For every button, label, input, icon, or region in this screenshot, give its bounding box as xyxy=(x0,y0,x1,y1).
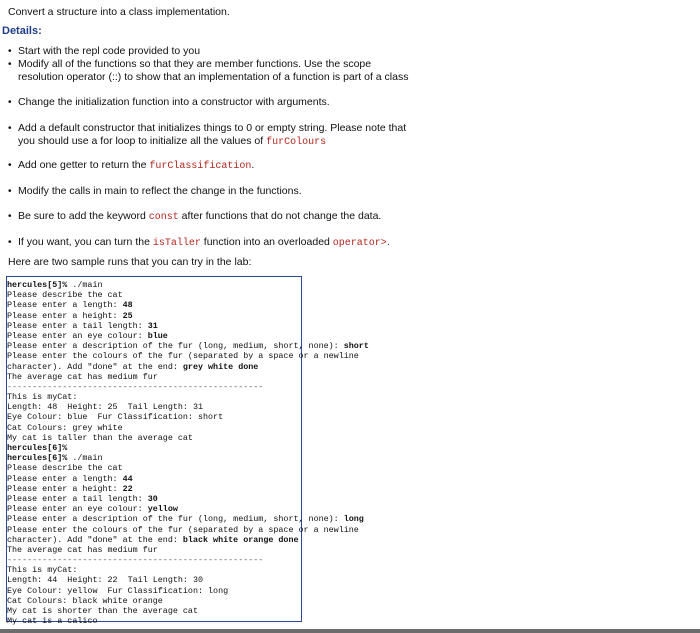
bullet-text-part: after functions that do not change the data. xyxy=(178,210,382,222)
terminal-output-text: Please enter a length: xyxy=(7,300,123,311)
terminal-output-text: Please enter a height: xyxy=(7,310,123,321)
terminal-output-text: Please enter a description of the fur (long, medium, short, none): xyxy=(7,514,344,525)
terminal-output-text: character). Add "done" at the end: xyxy=(7,534,183,545)
terminal-output-text: Length: 48 Height: 25 Tail Length: 31 xyxy=(7,402,204,413)
terminal-line xyxy=(7,494,369,504)
terminal-output-text: Please enter a length: xyxy=(7,473,123,484)
bullet-text: Start with the repl code provided to you xyxy=(18,45,201,57)
terminal-line xyxy=(7,596,369,606)
terminal-output-text: Eye Colour: yellow Fur Classification: long xyxy=(7,585,229,596)
terminal-line xyxy=(7,402,369,412)
bottom-divider xyxy=(0,629,700,633)
terminal-input-text: 30 xyxy=(147,493,158,504)
terminal-output-text: Please enter an eye colour: xyxy=(7,330,148,341)
terminal-output-text: My cat is taller than the average cat xyxy=(7,432,193,443)
terminal-output-text: This is myCat: xyxy=(7,392,78,403)
terminal-separator xyxy=(7,555,369,565)
bullet-item xyxy=(8,236,418,250)
terminal-output-text: ./main xyxy=(72,280,103,290)
terminal-input-text: hercules[5]% xyxy=(7,280,73,290)
bullet-text-part: . xyxy=(386,236,390,248)
terminal-line xyxy=(7,433,369,443)
bullet-dot-icon: • xyxy=(8,211,12,222)
bullet-dot-icon: • xyxy=(8,46,12,57)
bullet-text xyxy=(18,236,418,250)
bullet-text xyxy=(18,122,418,149)
bullet-text-part: function into an overloaded xyxy=(200,236,333,248)
terminal-output-text: Please enter an eye colour: xyxy=(7,504,148,515)
terminal-lines xyxy=(7,280,369,626)
terminal-line xyxy=(7,341,369,351)
details-heading: Details: xyxy=(2,25,42,37)
terminal-input-text: 22 xyxy=(122,483,133,494)
bullet-item xyxy=(8,159,418,173)
bullet-dot-icon: • xyxy=(8,97,12,108)
terminal-output-text: Please enter a height: xyxy=(7,483,123,494)
terminal-line xyxy=(7,392,369,402)
terminal-output-text: Please enter the colours of the fur (separated by a space or a newline xyxy=(7,351,359,362)
terminal-output-text: This is myCat: xyxy=(7,565,78,576)
bullet-text: Change the initialization function into a constructor with arguments. xyxy=(18,96,330,108)
terminal-line xyxy=(7,586,369,596)
terminal-input-text: yellow xyxy=(147,504,178,515)
terminal-line xyxy=(7,484,369,494)
terminal-line xyxy=(7,616,369,626)
code-operator: operator> xyxy=(332,238,387,249)
bullet-item xyxy=(8,122,418,149)
terminal-output-text: Eye Colour: blue Fur Classification: short xyxy=(7,412,224,423)
bullet-dot-icon: • xyxy=(8,237,12,248)
terminal-line xyxy=(7,311,369,321)
terminal-output-text: My cat is a calico xyxy=(7,616,98,627)
terminal-line xyxy=(7,474,369,484)
terminal-input-text: long xyxy=(343,514,364,525)
terminal-line xyxy=(7,606,369,616)
terminal-input-text: hercules[6]% xyxy=(7,443,68,453)
sample-intro-text: Here are two sample runs that you can try in the lab: xyxy=(8,256,252,268)
intro-text: Convert a structure into a class implementation. xyxy=(8,6,230,18)
terminal-output-text: My cat is shorter than the average cat xyxy=(7,606,198,616)
terminal-output xyxy=(6,276,369,627)
bullet-text xyxy=(18,210,418,224)
bullet-dot-icon: • xyxy=(8,160,12,171)
bullet-text: Modify the calls in main to reflect the change in the functions. xyxy=(18,185,302,197)
terminal-line xyxy=(7,412,369,422)
bullet-dot-icon: • xyxy=(8,186,12,197)
terminal-output-text: Please describe the cat xyxy=(7,290,123,301)
terminal-line xyxy=(7,504,369,514)
terminal-line xyxy=(7,321,369,331)
terminal-line xyxy=(7,351,369,361)
terminal-line xyxy=(7,575,369,585)
terminal-line xyxy=(7,280,369,290)
terminal-input-text: blue xyxy=(147,330,168,341)
terminal-line xyxy=(7,463,369,473)
bullet-item xyxy=(8,45,418,58)
bullet-text-part: If you want, you can turn the xyxy=(18,236,153,248)
bullet-text-part: Add a default constructor that initializes things to 0 or empty string. Please note that you should use a for loop to initialize all the values of xyxy=(18,122,407,147)
bullet-text-part: Add one getter to return the xyxy=(18,159,150,171)
terminal-line xyxy=(7,453,369,463)
terminal-input-text: 44 xyxy=(122,473,133,484)
terminal-output-text: Please describe the cat xyxy=(7,463,123,474)
terminal-input-text: hercules[6]% xyxy=(7,453,73,464)
terminal-output-text: Please enter a description of the fur (long, medium, short, none): xyxy=(7,341,344,352)
bullet-item xyxy=(8,210,418,224)
terminal-line xyxy=(7,545,369,555)
terminal-line xyxy=(7,362,369,372)
terminal-line xyxy=(7,514,369,524)
terminal-line xyxy=(7,331,369,341)
terminal-line xyxy=(7,300,369,310)
code-fur-classification: furClassification xyxy=(149,161,252,172)
terminal-output-text: Please enter a tail length: xyxy=(7,493,148,504)
bullet-text-part: Be sure to add the keyword xyxy=(18,210,149,222)
bullet-text-part: . xyxy=(251,159,255,171)
terminal-output-text: The average cat has medium fur xyxy=(7,371,158,382)
bullet-text: Modify all of the functions so that they are member functions. Use the scope resolution operator (::) to show that an implementation of a function is part of a class xyxy=(18,58,409,83)
terminal-input-text: 48 xyxy=(122,300,133,311)
terminal-input-text: short xyxy=(343,341,369,352)
terminal-output-text: Cat Colours: grey white xyxy=(7,422,123,433)
terminal-line xyxy=(7,525,369,535)
bullet-item xyxy=(8,58,418,84)
terminal-output-text: ./main xyxy=(72,453,103,464)
terminal-line xyxy=(7,372,369,382)
terminal-line xyxy=(7,443,369,453)
bullet-item xyxy=(8,185,418,198)
terminal-input-text: 25 xyxy=(122,310,133,321)
terminal-input-text: 31 xyxy=(147,320,158,331)
terminal-input-text: grey white done xyxy=(182,361,259,372)
terminal-output-text: --------------------------------------------------- xyxy=(7,381,264,392)
terminal-line xyxy=(7,423,369,433)
bullet-text xyxy=(18,159,418,173)
terminal-output-text: The average cat has medium fur xyxy=(7,544,158,555)
bullet-item xyxy=(8,96,418,109)
code-is-taller: isTaller xyxy=(152,238,201,249)
code-const: const xyxy=(148,212,179,223)
terminal-output-text: Please enter a tail length: xyxy=(7,320,148,331)
terminal-line xyxy=(7,565,369,575)
terminal-line xyxy=(7,535,369,545)
terminal-output-text: Cat Colours: black white orange xyxy=(7,595,163,606)
terminal-input-text: black white orange done xyxy=(182,534,299,545)
terminal-output-text: character). Add "done" at the end: xyxy=(7,361,183,372)
terminal-line xyxy=(7,290,369,300)
bullet-dot-icon: • xyxy=(8,123,12,134)
terminal-output-text: Length: 44 Height: 22 Tail Length: 30 xyxy=(7,575,204,586)
terminal-output-text: --------------------------------------------------- xyxy=(7,555,264,566)
code-fur-colours: furColours xyxy=(266,137,327,148)
bullet-dot-icon: • xyxy=(8,59,12,70)
terminal-separator xyxy=(7,382,369,392)
terminal-output-text: Please enter the colours of the fur (separated by a space or a newline xyxy=(7,524,359,535)
